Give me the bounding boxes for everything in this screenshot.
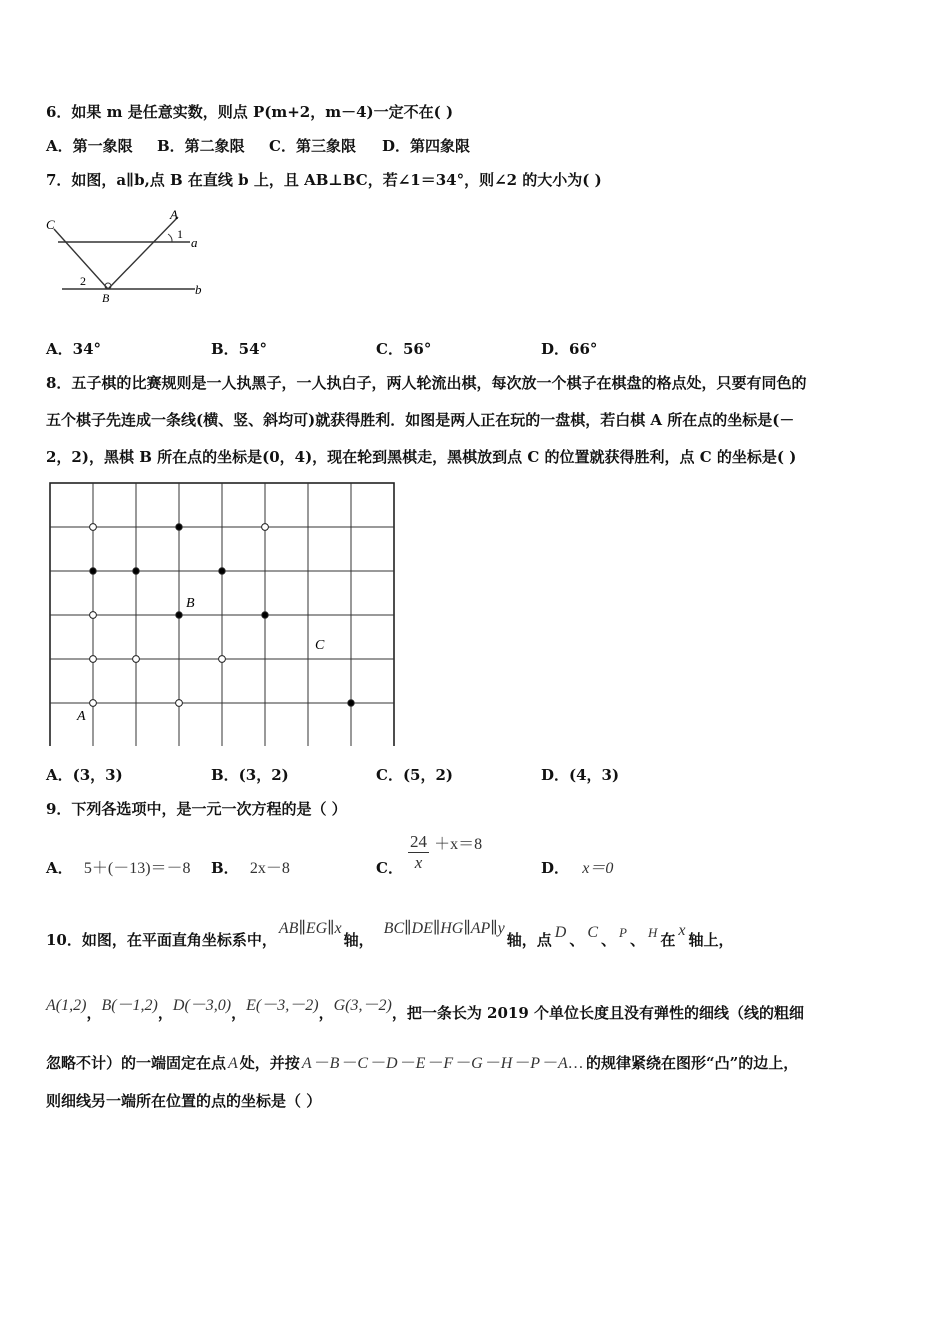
q9-fraction-den: x xyxy=(414,853,423,872)
black-stone xyxy=(219,568,225,574)
white-stone xyxy=(90,612,97,619)
q10-line4: 则细线另一端所在位置的点的坐标是（ ） xyxy=(46,1092,322,1110)
q9-label-d: D． xyxy=(541,859,570,877)
q10-point-d: D(－3,0) xyxy=(172,997,232,1014)
q7-label-b-point: B xyxy=(102,291,110,305)
white-stone xyxy=(133,656,140,663)
q9-option-b xyxy=(211,858,290,879)
q8-label-a: A xyxy=(77,709,86,724)
q9-option-c xyxy=(376,858,403,878)
q10-comma1: ， xyxy=(86,1004,102,1022)
q10-line1-pre: 10．如图，在平面直角坐标系中， xyxy=(46,931,277,949)
q6-option-a: A．第一象限 xyxy=(46,137,133,155)
q9-label-b: B． xyxy=(211,859,239,877)
q8-option-c: C．(5，2) xyxy=(376,766,454,784)
q8-stem-line1: 8．五子棋的比赛规则是一人执黑子，一人执白子，两人轮流出棋，每次放一个棋子在棋盘的格点处，只要有同色的 xyxy=(46,374,807,392)
q9-expr-d: x＝0 xyxy=(582,860,614,877)
q10-line1 xyxy=(46,920,734,951)
q10-math-x: x xyxy=(678,922,686,939)
q7-label-c: C xyxy=(46,217,55,232)
q7-option-c: C．56° xyxy=(376,340,432,358)
q8-option-a: A．(3，3) xyxy=(46,766,123,784)
q7-label-line-b: b xyxy=(195,282,202,297)
q10-math-a: A xyxy=(228,1055,238,1072)
q7-option-a: A．34° xyxy=(46,340,102,358)
q9-fraction-num: 24 xyxy=(410,832,427,851)
q10-point-a: A(1,2) xyxy=(46,997,87,1014)
q9-expr-c-rest: ＋x＝8 xyxy=(434,836,483,853)
q10-math-bc: BC∥DE∥HG∥AP∥y xyxy=(383,920,505,937)
q7-label-angle2: 2 xyxy=(80,274,86,288)
q10-sep2: 、 xyxy=(601,931,617,949)
q10-math-path: A－B－C－D－E－F－G－H－P－A… xyxy=(301,1055,585,1072)
white-stone xyxy=(90,656,97,663)
q10-text-axis2: 轴，点 xyxy=(506,931,552,949)
q10-math-c: C xyxy=(587,924,599,941)
white-stone xyxy=(176,700,183,707)
black-stone xyxy=(176,612,182,618)
black-stone xyxy=(262,612,268,618)
q7-stem: 7．如图，a∥b,点 B 在直线 b 上，且 AB⊥BC，若∠1＝34°，则∠2 的大小为( ) xyxy=(46,171,602,189)
q10-sep1: 、 xyxy=(569,931,585,949)
q10-point-g: G(3,－2) xyxy=(333,997,392,1014)
q7-label-line-a: a xyxy=(191,235,198,250)
q7-label-angle1: 1 xyxy=(177,227,183,241)
q6-option-b: B．第二象限 xyxy=(157,137,245,155)
q9-label-c: C． xyxy=(376,859,403,877)
black-stone xyxy=(176,524,182,530)
q10-text-axis3: 轴上， xyxy=(688,931,734,949)
q6-option-d: D．第四象限 xyxy=(382,137,471,155)
black-stone xyxy=(348,700,354,706)
white-stone xyxy=(262,524,269,531)
q10-text-on: 在 xyxy=(660,931,676,949)
q10-line3-t2: 的规律紧绕在图形“凸”的边上， xyxy=(586,1054,799,1072)
q7-label-a-point: A xyxy=(170,207,178,222)
q10-math-p: P xyxy=(619,925,627,940)
q10-math-ab: AB∥EG∥x xyxy=(278,920,342,937)
q9-expr-b: 2x－8 xyxy=(249,860,290,877)
q7-option-b: B．54° xyxy=(211,340,268,358)
white-stone xyxy=(90,700,97,707)
q8-option-b: B．(3，2) xyxy=(211,766,289,784)
q7-figure xyxy=(40,205,210,305)
q8-go-board xyxy=(48,482,398,746)
q10-math-h: H xyxy=(648,925,658,940)
q10-comma2: ， xyxy=(157,1004,173,1022)
q8-label-c: C xyxy=(315,638,325,653)
q10-line2-tail: ，把一条长为 2019 个单位长度且没有弹性的细线（线的粗细 xyxy=(391,1004,805,1022)
q10-line3-pre: 忽略不计）的一端固定在点 xyxy=(46,1054,227,1072)
q9-fraction xyxy=(408,832,429,873)
q10-line2 xyxy=(46,997,805,1024)
q10-line3 xyxy=(46,1053,798,1074)
black-stone xyxy=(133,568,139,574)
white-stone xyxy=(219,656,226,663)
black-stone xyxy=(90,568,96,574)
q10-line3-t1: 处，并按 xyxy=(239,1054,300,1072)
q10-comma4: ， xyxy=(318,1004,334,1022)
q10-math-d: D xyxy=(554,924,567,941)
q10-point-b: B(－1,2) xyxy=(101,997,158,1014)
q8-stem-line3: 2，2)，黑棋 B 所在点的坐标是(0，4)，现在轮到黑棋走，黑棋放到点 C 的位置就获得胜利，点 C 的坐标是( ) xyxy=(46,448,797,466)
white-stone xyxy=(90,524,97,531)
q8-stem-line2: 五个棋子先连成一条线(横、竖、斜均可)就获得胜利．如图是两人正在玩的一盘棋，若白棋 A 所在点的坐标是(－ xyxy=(46,411,795,429)
q9-expr-c xyxy=(408,832,482,873)
q9-expr-a: 5＋(－13)＝－8 xyxy=(83,860,191,877)
q10-comma3: ， xyxy=(231,1004,247,1022)
q9-stem: 9．下列各选项中，是一元一次方程的是（ ） xyxy=(46,800,347,818)
q7-option-d: D．66° xyxy=(541,340,598,358)
q10-sep3: 、 xyxy=(630,931,646,949)
q9-option-a xyxy=(46,858,191,879)
q10-point-e: E(－3,－2) xyxy=(246,997,319,1014)
q10-text-axis1: 轴， xyxy=(343,931,374,949)
q6-option-c: C．第三象限 xyxy=(269,137,356,155)
q9-option-d xyxy=(541,858,613,879)
q9-label-a: A． xyxy=(46,859,73,877)
q8-label-b: B xyxy=(186,596,195,611)
q8-option-d: D．(4，3) xyxy=(541,766,620,784)
q6-stem: 6．如果 m 是任意实数，则点 P(m+2，m－4)一定不在( ) xyxy=(46,103,454,121)
